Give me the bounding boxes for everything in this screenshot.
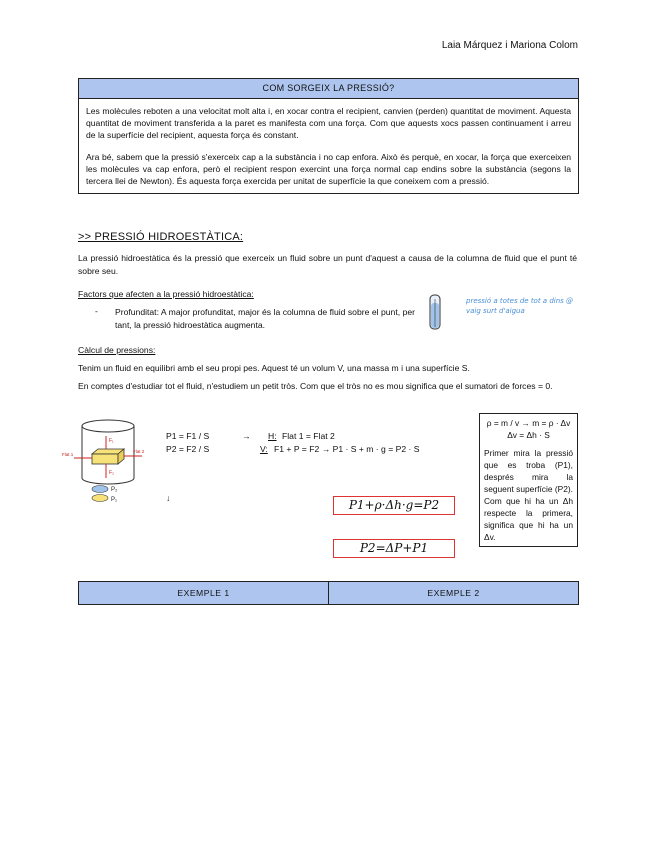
- eq-p1: P1 = F1 / S: [166, 431, 210, 441]
- intro-box-body: [79, 99, 578, 193]
- h-equation: Flat 1 = Flat 2: [282, 431, 335, 441]
- label-f2: F₂: [109, 470, 114, 476]
- density-note-text: Primer mira la pressió que es troba (P1), després mira la seguent superfície (P2). Com que hi ha un Δh respecte la primera, significa que hi ha un Δv.: [484, 448, 573, 542]
- legend-p1-swatch: [92, 495, 108, 502]
- intro-paragraph: Les molècules reboten a una velocitat molt alta i, en xocar contra el recipient, canvien (perden) quantitat de moviment. Aquesta quantitat de moviment transferida a la paret es manifesta com una força. Com que aquests xocs passen continuament i arreu de la superfície del recipient, aquesta força és constant.: [86, 106, 571, 140]
- density-line-1: ρ = m / v → m = ρ · Δv: [486, 418, 571, 428]
- bullet-marker: -: [95, 306, 98, 316]
- example-2-header: EXEMPLE 2: [427, 588, 480, 598]
- formula-hydrostatic: P1+ρ·Δh·g=P2: [333, 496, 455, 515]
- calc-title: Càlcul de pressions:: [78, 345, 156, 355]
- section-title: >> PRESSIÓ HIDROESTÀTICA:: [78, 231, 244, 243]
- density-line-2: Δv = Δh · S: [507, 430, 550, 440]
- test-tube-illustration: [426, 293, 446, 333]
- handwritten-note: pressió a totes de tot a dins @ vaig surt d'aigua: [466, 297, 574, 315]
- legend-p1-label: P₁: [111, 497, 118, 503]
- formula-pressure-difference: P2=ΔP+P1: [333, 539, 455, 558]
- label-flat-right: Flat 2: [133, 449, 145, 454]
- examples-header: [78, 581, 579, 605]
- intro-box: [78, 78, 579, 194]
- authors: Laia Márquez i Mariona Colom: [441, 40, 578, 51]
- arrow: →: [242, 431, 251, 441]
- fluid-element: [92, 454, 118, 464]
- label-f1: F₁: [109, 438, 114, 444]
- factors-title: Factors que afecten a la pressió hidroestàtica:: [78, 289, 254, 299]
- fluid-cylinder-diagram: [60, 416, 155, 508]
- label-flat-left: Flat 1: [62, 452, 74, 457]
- definition-text: La pressió hidroestàtica és la pressió que exerceix un fluid sobre un punt d'aquest a causa de la columna de fluid que el punt té sobre seu.: [78, 253, 577, 276]
- down-arrow: ↓: [166, 493, 171, 503]
- v-label: V:: [260, 444, 268, 454]
- calc-paragraph-1: Tenim un fluid en equilibri amb el seu propi pes. Aquest té un volum V, una massa m i una superfície S.: [78, 363, 470, 373]
- legend-p2-swatch: [92, 486, 108, 493]
- factor-text: Profunditat: A major profunditat, major és la columna de fluid sobre el punt, per tant, la pressió hidroestàtica augmenta.: [115, 307, 415, 330]
- calc-paragraph-2: En comptes d'estudiar tot el fluid, n'estudiem un petit tròs. Com que el tròs no es mou significa que el sumatori de forces = 0.: [78, 381, 553, 391]
- v-equation: F1 + P = F2 → P1 · S + m · g = P2 · S: [274, 444, 420, 454]
- density-note-box: [479, 413, 578, 547]
- intro-paragraph: Ara bé, sabem que la pressió s'exerceix cap a la substància i no cap enfora. Això és perquè, en xocar, la força que exerceixen les molècules va cap enfora, però el recipient respon exercint una força normal cap endins sobre la substància (segons la tercera llei de Newton). És aquesta força exercida per unitat de superfície la que coneixem com a pressió.: [86, 152, 571, 186]
- legend-p2-label: P₂: [111, 487, 118, 493]
- h-label: H:: [268, 431, 277, 441]
- eq-p2: P2 = F2 / S: [166, 444, 210, 454]
- example-1-header: EXEMPLE 1: [79, 582, 329, 604]
- intro-box-title: COM SORGEIX LA PRESSIÓ?: [79, 79, 578, 99]
